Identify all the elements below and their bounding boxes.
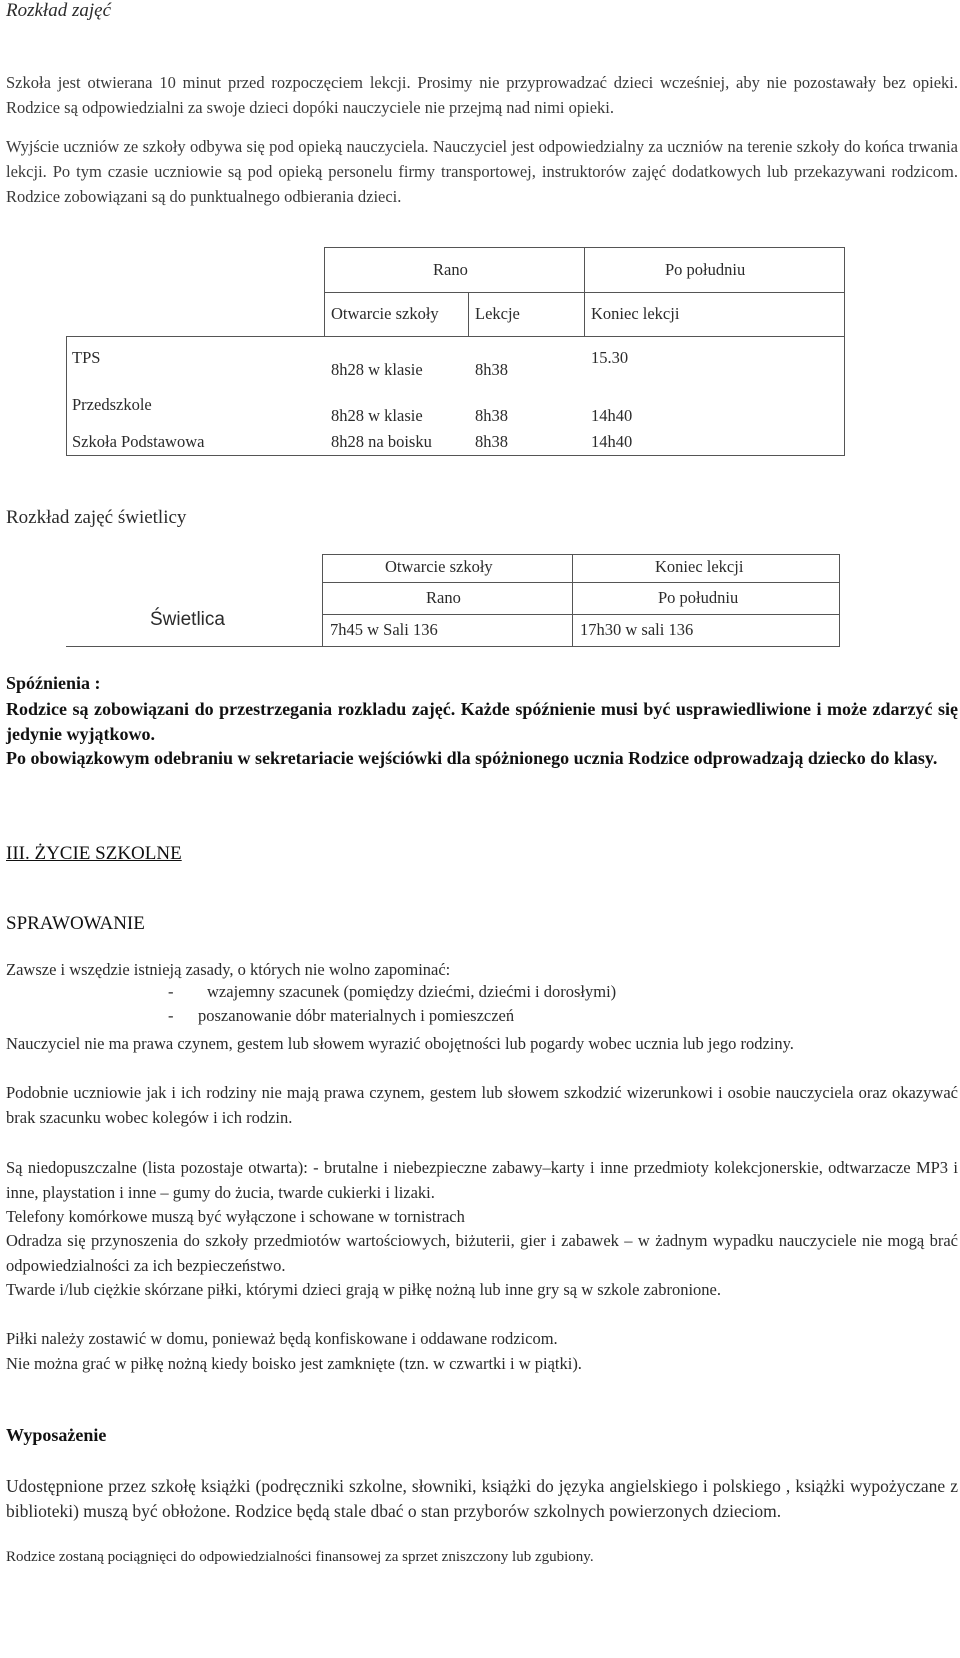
daycare-label: Świetlica xyxy=(150,609,225,630)
schedule-row-lessons: 8h38 xyxy=(475,360,508,379)
schedule-row-opening: 8h28 w klasie xyxy=(331,360,423,379)
schedule-row-name: Przedszkole xyxy=(72,395,152,414)
rule-item: poszanowanie dóbr materialnych i pomieszczeń xyxy=(198,1006,515,1025)
schedule-row-name: TPS xyxy=(72,348,101,367)
equipment-heading: Wyposażenie xyxy=(6,1425,107,1445)
schedule-row-lessons: 8h38 xyxy=(475,432,508,451)
schedule-col-lessons: Lekcje xyxy=(475,304,520,323)
schedule-header-morning: Rano xyxy=(433,260,468,279)
equipment-paragraph-2: Rodzice zostaną pociągnięci do odpowiedzialności finansowej za sprzet zniszczony lub zgubiony. xyxy=(6,1549,594,1565)
conduct-paragraph: Są niedopuszczalne (lista pozostaje otwarta): - brutalne i niebezpieczne zabawy–karty i inne przedmioty kolekcjonerskie, odtwarzacze MP3 i inne, playstation i inne – gumy do żucia, twarde cukierki i lizaki. xyxy=(6,1158,958,1202)
schedule-row-end: 14h40 xyxy=(591,432,633,451)
list-bullet: - xyxy=(168,1006,174,1025)
daycare-sub-afternoon: Po południu xyxy=(658,588,739,607)
schedule-row-opening: 8h28 na boisku xyxy=(331,432,432,451)
schedule-row-opening: 8h28 w klasie xyxy=(331,406,423,425)
section-heading: III. ŻYCIE SZKOLNE xyxy=(6,843,182,864)
schedule-row-end: 15.30 xyxy=(591,348,629,367)
lateness-heading: Spóźnienia : xyxy=(6,673,101,693)
daycare-value-morning: 7h45 w Sali 136 xyxy=(330,620,438,639)
rule-item: wzajemny szacunek (pomiędzy dziećmi, dziećmi i dorosłymi) xyxy=(207,982,617,1001)
conduct-paragraph: Odradza się przynoszenia do szkoły przedmiotów wartościowych, biżuterii, gier i zabawek – w żadnym wypadku nauczyciele nie mogą brać odpowiedzialności za ich bezpieczeństwo. xyxy=(6,1231,958,1275)
schedule-row-name: Szkoła Podstawowa xyxy=(72,432,205,451)
conduct-paragraph: Piłki należy zostawić w domu, ponieważ będą konfiskowane i oddawane rodzicom. xyxy=(6,1329,558,1348)
conduct-paragraph: Nie można grać w piłkę nożną kiedy boisko jest zamknięte (tzn. w czwartki i w piątki). xyxy=(6,1354,582,1373)
equipment-paragraph-1: Udostępnione przez szkołę książki (podręczniki szkolne, słowniki, książki do języka angielskiego i polskiego , książki wypożyczane z biblioteki) muszą być obłożone. Rodzice będą stale dbać o stan przyborów szkolnych powierzonych dzieciom. xyxy=(6,1476,958,1521)
daycare-col-end: Koniec lekcji xyxy=(655,557,744,576)
rules-intro: Zawsze i wszędzie istnieją zasady, o których nie wolno zapominać: xyxy=(6,960,451,979)
schedule-row-end: 14h40 xyxy=(591,406,633,425)
conduct-paragraph: Telefony komórkowe muszą być wyłączone i schowane w tornistrach xyxy=(6,1207,465,1226)
conduct-paragraph: Twarde i/lub ciężkie skórzane piłki, którymi dzieci grają w piłkę nożną lub inne gry są w szkole zabronione. xyxy=(6,1280,721,1299)
schedule-col-end: Koniec lekcji xyxy=(591,304,680,323)
document-title: Rozkład zajęć xyxy=(6,0,112,21)
daycare-sub-morning: Rano xyxy=(426,588,461,607)
schedule-row-lessons: 8h38 xyxy=(475,406,508,425)
conduct-paragraph: Nauczyciel nie ma prawa czynem, gestem lub słowem wyrazić obojętności lub pogardy wobec ucznia lub jego rodziny. xyxy=(6,1034,794,1053)
lateness-paragraph-1: Rodzice są zobowiązani do przestrzegania rozkladu zajęć. Każde spóźnienie musi być usprawiedliwione i może zdarzyć się jedynie wyjątkowo. xyxy=(6,699,958,744)
intro-paragraph-2: Wyjście uczniów ze szkoły odbywa się pod opieką nauczyciela. Nauczyciel jest odpowiedzialny za uczniów na terenie szkoły do końca trwania lekcji. Po tym czasie uczniowie są pod opieką personelu firmy transportowej, instruktorów zajęć dodatkowych lub przekazywani rodzicom. Rodzice zobowiązani są do punktualnego odbierania dzieci. xyxy=(6,137,958,206)
schedule-header-afternoon: Po południu xyxy=(665,260,746,279)
schedule-col-opening: Otwarcie szkoły xyxy=(331,304,439,323)
daycare-heading: Rozkład zajęć świetlicy xyxy=(6,507,187,528)
subsection-heading: SPRAWOWANIE xyxy=(6,913,145,934)
list-bullet: - xyxy=(168,982,174,1001)
daycare-col-opening: Otwarcie szkoły xyxy=(385,557,493,576)
intro-paragraph-1: Szkoła jest otwierana 10 minut przed rozpoczęciem lekcji. Prosimy nie przyprowadzać dzieci wcześniej, aby nie pozostawały bez opieki. Rodzice są odpowiedzialni za swoje dzieci dopóki nauczyciele nie przejmą nad nimi opieki. xyxy=(6,73,958,117)
conduct-paragraph: Podobnie uczniowie jak i ich rodziny nie mają prawa czynem, gestem lub słowem szkodzić wizerunkowi i osobie nauczyciela oraz okazywać brak szacunku wobec kolegów i ich rodzin. xyxy=(6,1083,958,1127)
lateness-paragraph-2: Po obowiązkowym odebraniu w sekretariacie wejściówki dla spóżnionego ucznia Rodzice odprowadzają dziecko do klasy. xyxy=(6,748,938,768)
daycare-value-afternoon: 17h30 w sali 136 xyxy=(580,620,694,639)
